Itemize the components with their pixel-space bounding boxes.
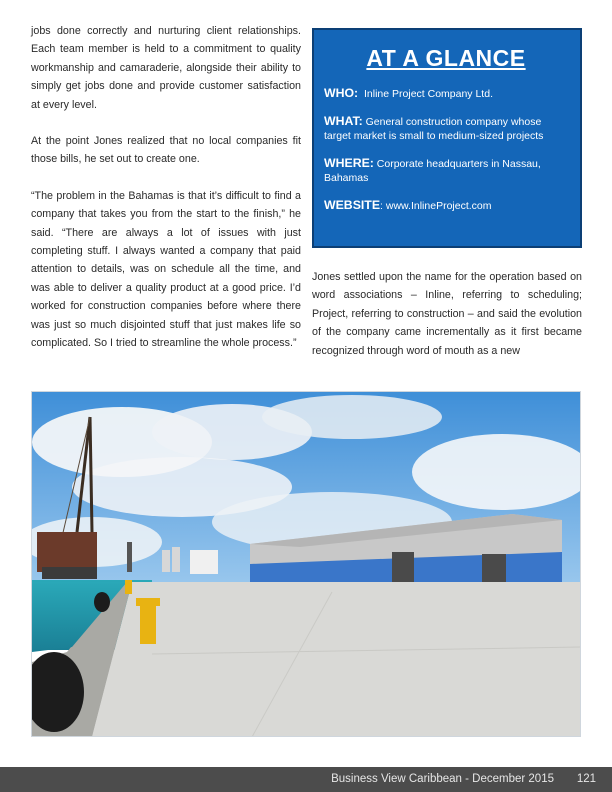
page-footer	[0, 767, 612, 792]
where-value: Corporate headquarters in Nassau, Bahamas	[324, 157, 541, 184]
glance-where	[324, 156, 568, 186]
who-value: Inline Project Company Ltd.	[364, 88, 493, 100]
at-a-glance-box	[312, 28, 582, 248]
what-label: WHAT:	[324, 113, 363, 128]
glance-title: AT A GLANCE	[366, 45, 526, 71]
left-column	[31, 22, 301, 371]
glance-what	[324, 114, 568, 144]
glance-website: WEBSITE: www.InlineProject.com	[324, 197, 492, 212]
dock-warehouse-photo	[31, 391, 581, 737]
body-paragraph: jobs done correctly and nurturing client relationships. Each team member is held to a commitment to quality workmanship and camaraderie, alongside their ability to simply get jobs done and provide customer satisfaction at every level.	[31, 25, 301, 111]
page-number: 121	[576, 773, 596, 785]
body-paragraph: At the point Jones realized that no local companies fit those bills, he set out to create one.	[31, 135, 301, 166]
body-paragraph: “The problem in the Bahamas is that it’s difficult to find a company that takes you from the start to the finish,” he said. “There are always a lot of issues with just completing stuff. I always wanted a company that paid attention to details, was on schedule all the time, and was able to deliver a quality product at a good price. I’d worked for construction companies before where there was just so much disjointed stuff that just makes life so complicated. So I tried to streamline the whole process.”	[31, 189, 301, 350]
photo-illustration	[32, 392, 581, 737]
website-label: WEBSITE	[324, 197, 381, 212]
glance-who	[324, 86, 568, 102]
right-column	[312, 268, 582, 360]
where-label: WHERE:	[324, 155, 374, 170]
website-link[interactable]: www.InlineProject.com	[385, 199, 492, 212]
body-paragraph: Jones settled upon the name for the operation based on word associations – Inline, referring to scheduling; Project, referring to construction – and said the evolution of the company came incrementally as it first became recognized through word of mouth as a new	[312, 271, 582, 357]
who-label: WHO:	[324, 86, 359, 100]
what-value: General construction company whose target market is small to medium-sized projects	[324, 115, 544, 142]
publication-label: Business View Caribbean - December 2015	[331, 773, 554, 785]
